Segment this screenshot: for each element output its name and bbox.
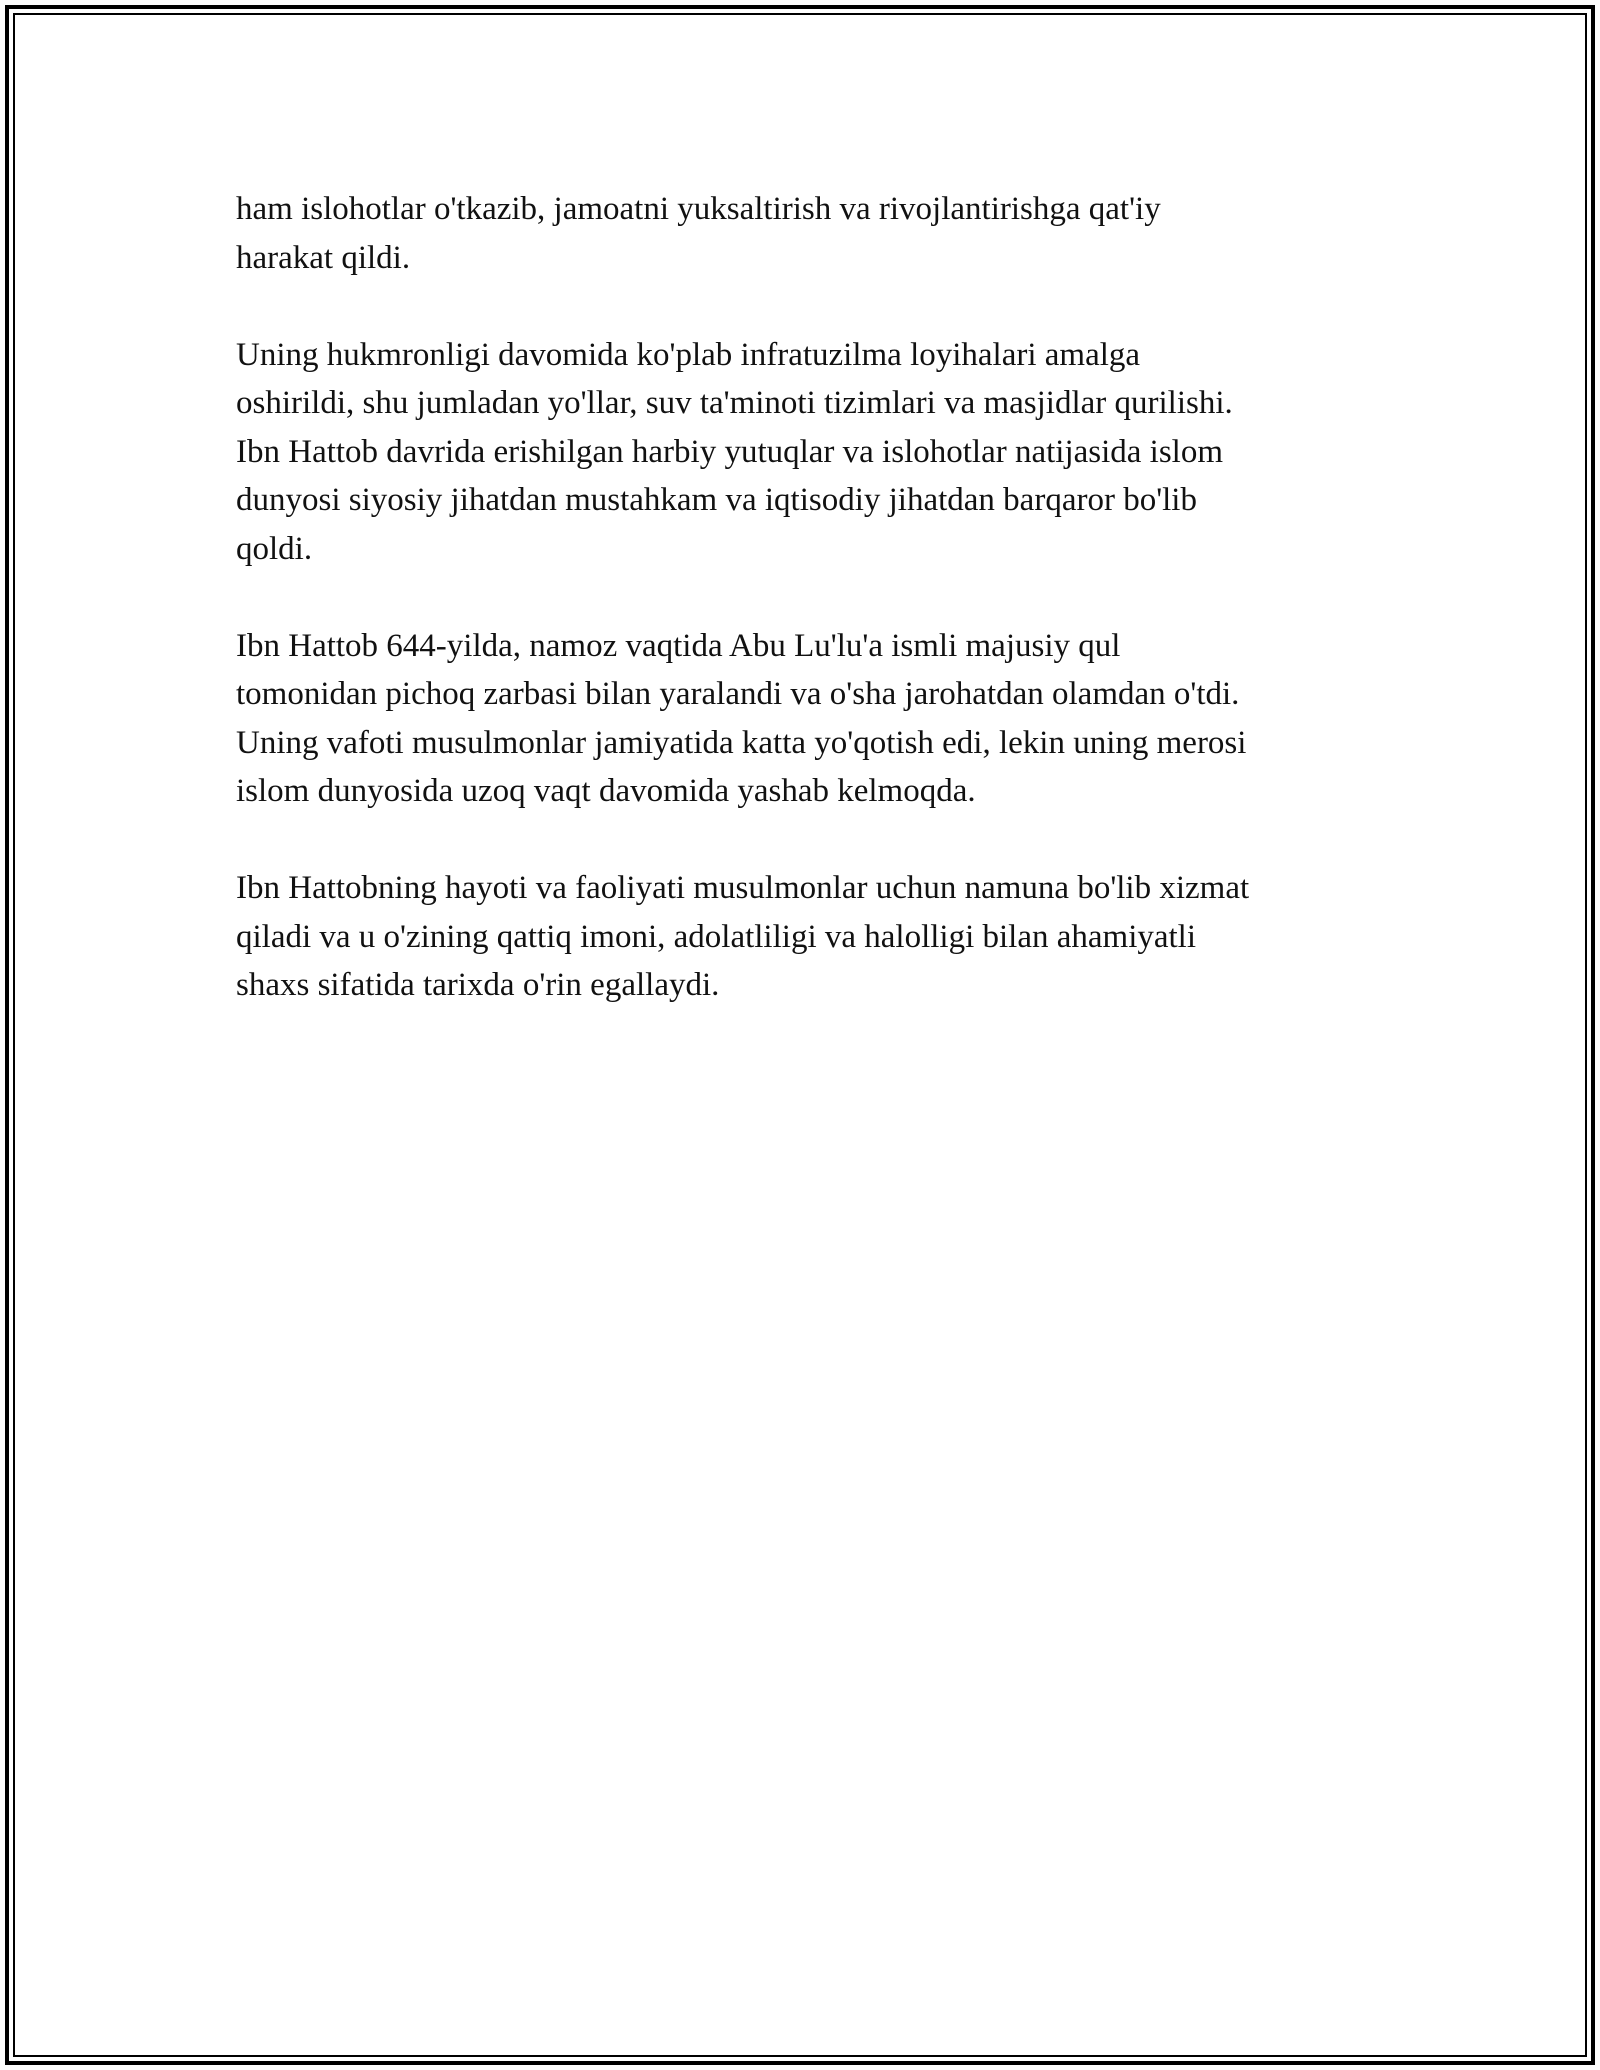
text-line: shaxs sifatida tarixda o'rin egallaydi.	[236, 967, 720, 1003]
text-line: oshirildi, shu jumladan yo'llar, suv ta'minoti tizimlari va masjidlar qurilishi.	[236, 385, 1233, 421]
text-line: harakat qildi.	[236, 239, 411, 276]
document-body	[236, 185, 1396, 1058]
text-line: Ibn Hattob davrida erishilgan harbiy yutuqlar va islohotlar natijasida islom	[236, 433, 1224, 470]
paragraph-1	[236, 185, 1396, 282]
text-line: qiladi va u o'zining qattiq imoni, adolatliligi va halolligi bilan ahamiyatli	[236, 918, 1197, 955]
paragraph-3	[236, 622, 1396, 816]
text-line: Uning hukmronligi davomida ko'plab infratuzilma loyihalari amalga	[236, 336, 1141, 373]
text-line: qoldi.	[236, 530, 313, 567]
paragraph-4	[236, 864, 1396, 1010]
text-line: Uning vafoti musulmonlar jamiyatida katta yo'qotish edi, lekin uning merosi	[236, 724, 1247, 761]
text-line: dunyosi siyosiy jihatdan mustahkam va iqtisodiy jihatdan barqaror bo'lib	[236, 482, 1197, 518]
paragraph-2	[236, 331, 1396, 574]
text-line: Ibn Hattobning hayoti va faoliyati musulmonlar uchun namuna bo'lib xizmat	[236, 870, 1250, 906]
text-line: islom dunyosida uzoq vaqt davomida yashab kelmoqda.	[236, 773, 976, 809]
text-line: Ibn Hattob 644-yilda, namoz vaqtida Abu Lu'lu'a ismli majusiy qul	[236, 627, 1121, 664]
text-line: ham islohotlar o'tkazib, jamoatni yuksaltirish va rivojlantirishga qat'iy	[236, 191, 1161, 227]
text-line: tomonidan pichoq zarbasi bilan yaralandi va o'sha jarohatdan olamdan o'tdi.	[236, 676, 1240, 712]
